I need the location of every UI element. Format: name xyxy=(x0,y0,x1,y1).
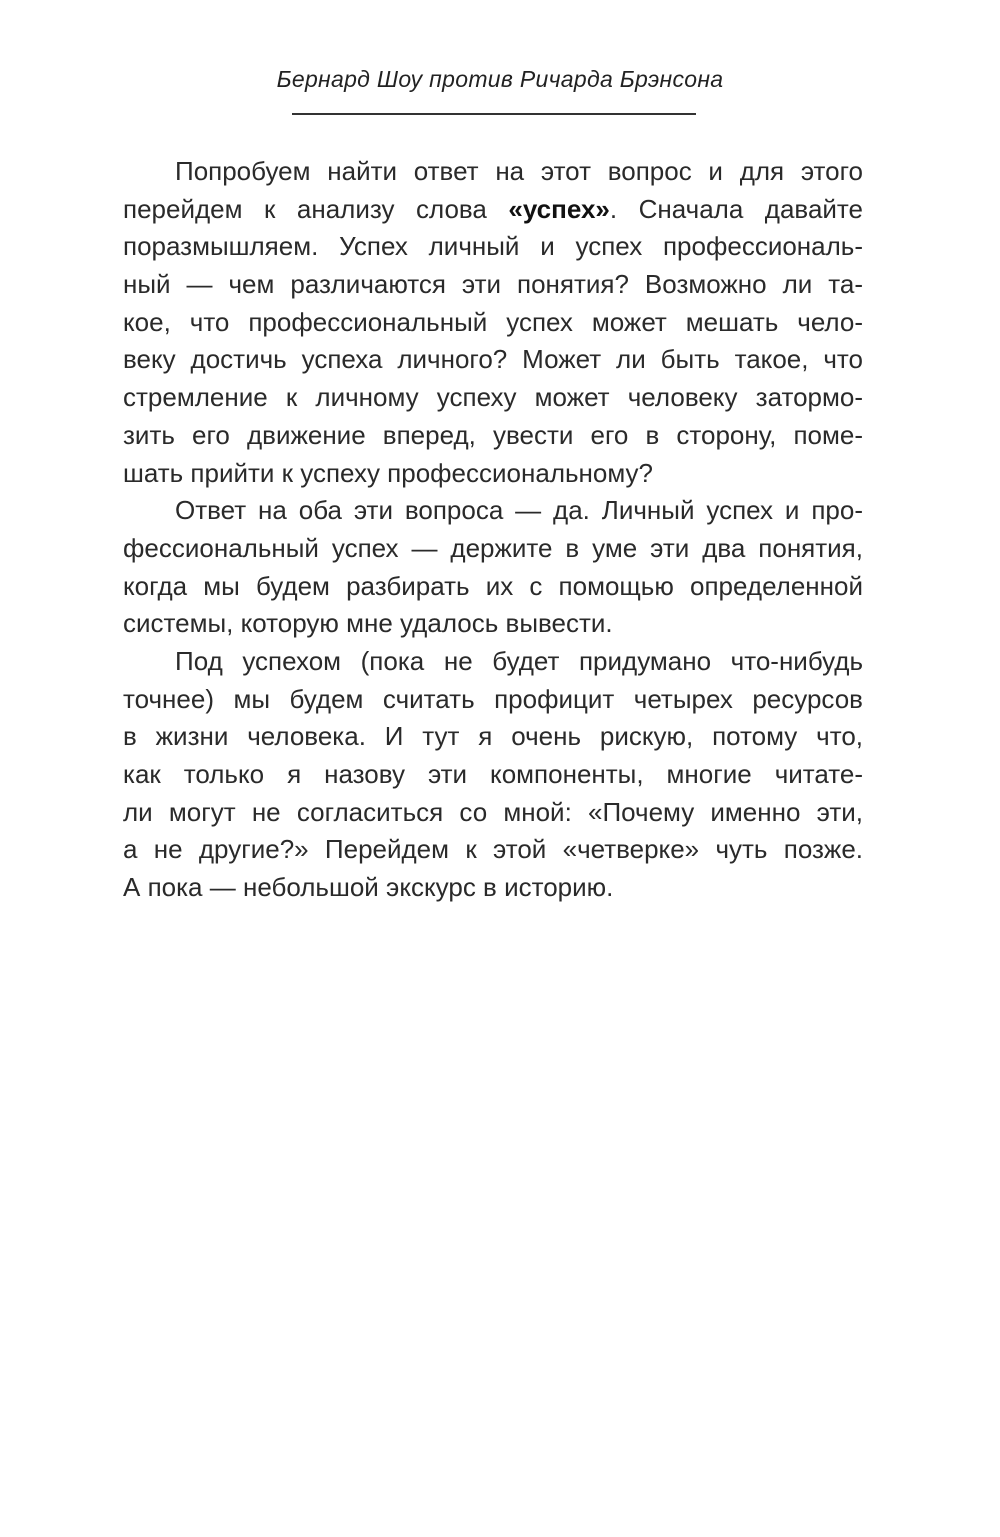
text-line: как только я назову эти компоненты, многие читате- xyxy=(123,759,863,789)
text-line xyxy=(123,191,863,229)
text-line: в жизни человека. И тут я очень рискую, потому что, xyxy=(123,721,863,752)
text-line: ли могут не согласиться со мной: «Почему именно эти, xyxy=(123,796,863,827)
text-line: стремление к личному успеху может человеку затормо- xyxy=(123,382,863,413)
paragraph-1 xyxy=(123,153,863,492)
emphasized-term: «успех» xyxy=(508,193,610,224)
running-head-title: Бернард Шоу против Ричарда Брэнсона xyxy=(276,66,724,92)
text-line: Попробуем найти ответ на этот вопрос и для этого xyxy=(175,156,863,186)
text-line: поразмышляем. Успех личный и успех профессиональ- xyxy=(123,231,863,262)
running-head-rule xyxy=(292,113,696,115)
text-line: А пока — небольшой экскурс в историю. xyxy=(123,872,614,903)
text-line: Ответ на оба эти вопроса — да. Личный успех и про- xyxy=(175,495,863,526)
text-line: когда мы будем разбирать их с помощью определенной xyxy=(123,570,863,601)
paragraph-3 xyxy=(123,643,863,907)
text-line: зить его движение вперед, увести его в сторону, поме- xyxy=(123,419,863,450)
text-line: шать прийти к успеху профессиональному? xyxy=(123,457,653,488)
text-line: Под успехом (пока не будет придумано что-нибудь xyxy=(175,645,863,676)
paragraph-2 xyxy=(123,492,863,643)
text-line: кое, что профессиональный успех может мешать чело- xyxy=(123,306,863,337)
text-line: системы, которую мне удалось вывести. xyxy=(123,608,613,639)
text-line: ный — чем различаются эти понятия? Возможно ли та- xyxy=(123,269,863,300)
text-line: точнее) мы будем считать профицит четырех ресурсов xyxy=(123,683,863,714)
text-run: . Сначала давайте xyxy=(609,193,863,224)
text-line: а не другие?» Перейдем к этой «четверке» чуть позже. xyxy=(123,834,863,865)
body-text xyxy=(123,153,863,907)
text-line: веку достичь успеха личного? Может ли быть такое, что xyxy=(123,344,863,375)
text-line: фессиональный успех — держите в уме эти два понятия, xyxy=(123,532,863,563)
text-run: перейдем к анализу слова xyxy=(123,193,509,224)
